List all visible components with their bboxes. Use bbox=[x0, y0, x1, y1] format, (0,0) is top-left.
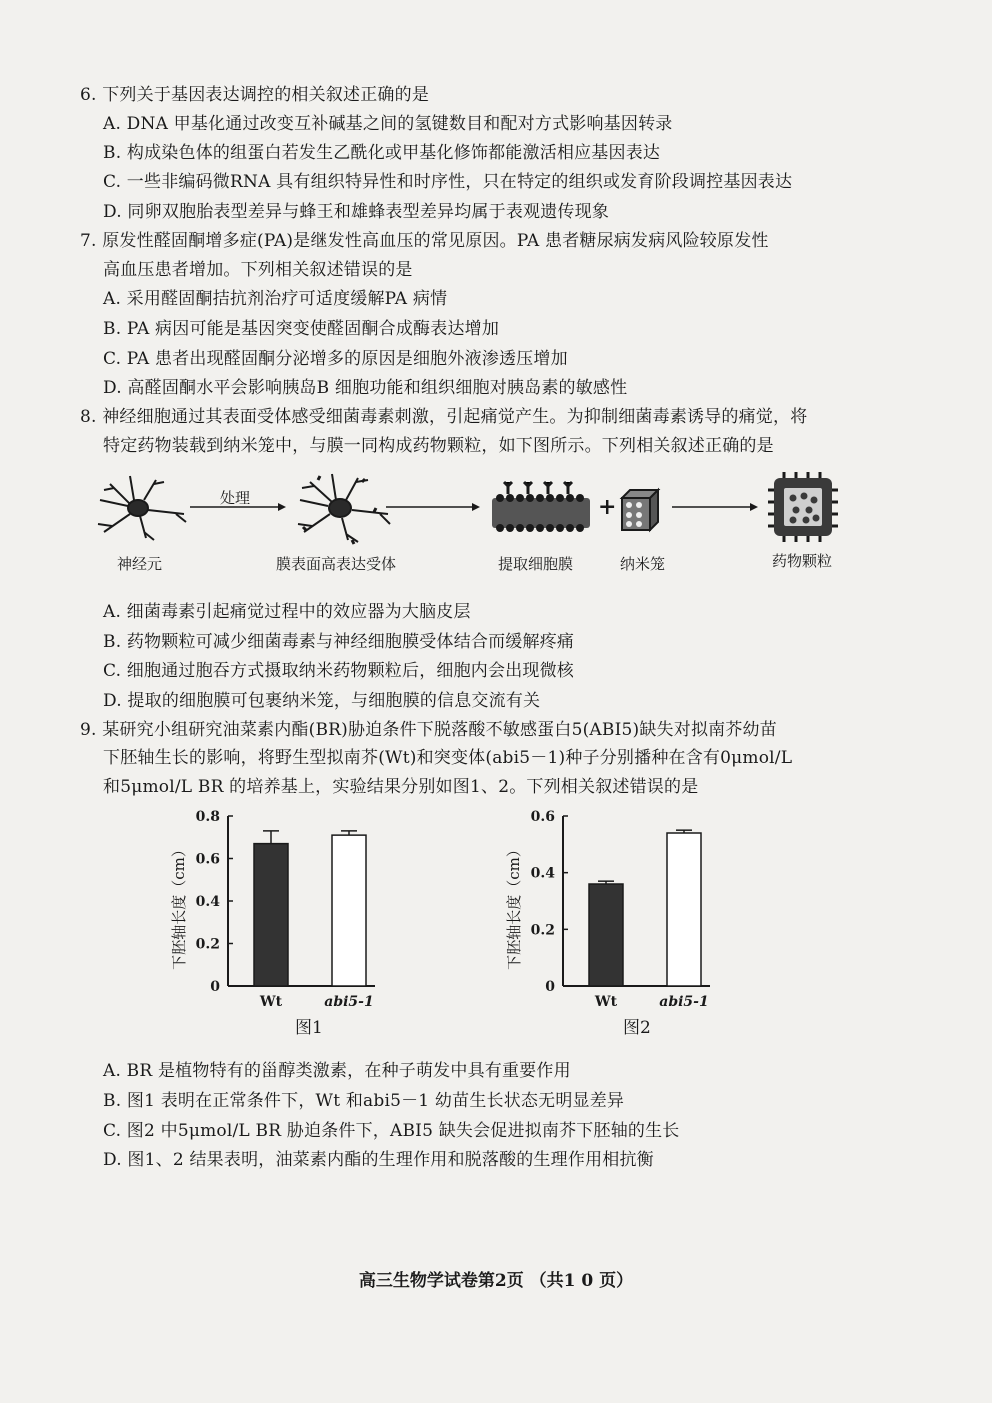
q7-option-d: D. 高醛固酮水平会影响胰岛B 细胞功能和组织细胞对胰岛素的敏感性 bbox=[103, 378, 628, 398]
x-tick-label: Wt bbox=[594, 994, 618, 1010]
y-tick-label: 0 bbox=[545, 979, 555, 995]
x-tick-label: abi5-1 bbox=[659, 994, 709, 1010]
q9-option-a: A. BR 是植物特有的甾醇类激素，在种子萌发中具有重要作用 bbox=[103, 1061, 571, 1081]
figure-2-caption: 图2 bbox=[623, 1018, 651, 1038]
neuron-icon bbox=[98, 476, 186, 540]
q7-stem-2: 高血压患者增加。下列相关叙述错误的是 bbox=[103, 260, 413, 280]
diagram-label-neuron: 神经元 bbox=[117, 555, 163, 573]
q8-option-b: B. 药物颗粒可减少细菌毒素与神经细胞膜受体结合而缓解疼痛 bbox=[103, 632, 575, 652]
diagram-process-label: 处理 bbox=[220, 489, 251, 507]
q9-stem-1: 9. 某研究小组研究油菜素内酯(BR)胁迫条件下脱落酸不敏感蛋白5(ABI5)缺失对拟南芥幼苗 bbox=[80, 720, 777, 740]
bar-abi5-1 bbox=[667, 833, 701, 986]
y-tick-label: 0.2 bbox=[195, 936, 220, 953]
q9-stem-2: 下胚轴生长的影响，将野生型拟南芥(Wt)和突变体(abi5－1)种子分别播种在含有0μmol/L bbox=[103, 748, 793, 768]
y-tick-label: 0.4 bbox=[195, 894, 220, 910]
y-axis-label: 下胚轴长度（cm） bbox=[505, 842, 523, 970]
q9-stem-3: 和5μmol/L BR 的培养基上，实验结果分别如图1、2。下列相关叙述错误的是 bbox=[103, 777, 699, 797]
drug-particle-icon bbox=[768, 472, 838, 542]
y-tick-label: 0.6 bbox=[195, 851, 220, 868]
q9-option-d: D. 图1、2 结果表明，油菜素内酯的生理作用和脱落酸的生理作用相抗衡 bbox=[103, 1150, 654, 1170]
y-tick-label: 0.2 bbox=[530, 922, 555, 939]
bar-wt bbox=[254, 844, 288, 986]
y-axis-label: 下胚轴长度（cm） bbox=[170, 842, 188, 970]
q8-stem-2: 特定药物装载到纳米笼中，与膜一同构成药物颗粒，如下图所示。下列相关叙述正确的是 bbox=[103, 436, 774, 456]
svg-text:+: + bbox=[598, 494, 617, 520]
nanocage-icon bbox=[622, 490, 658, 530]
q8-option-a: A. 细菌毒素引起痛觉过程中的效应器为大脑皮层 bbox=[103, 602, 471, 622]
q6-option-d: D. 同卵双胞胎表型差异与蜂王和雄蜂表型差异均属于表观遗传现象 bbox=[103, 202, 610, 222]
q8-option-d: D. 提取的细胞膜可包裹纳米笼，与细胞膜的信息交流有关 bbox=[103, 691, 541, 711]
q6-option-b: B. 构成染色体的组蛋白若发生乙酰化或甲基化修饰都能激活相应基因表达 bbox=[103, 143, 661, 163]
diagram-label-nanocage: 纳米笼 bbox=[620, 555, 666, 573]
q8-stem-1: 8. 神经细胞通过其表面受体感受细菌毒素刺激，引起痛觉产生。为抑制细菌毒素诱导的痛觉，将 bbox=[80, 407, 808, 427]
diagram-label-receptor: 膜表面高表达受体 bbox=[276, 555, 397, 573]
q6-stem: 6. 下列关于基因表达调控的相关叙述正确的是 bbox=[80, 85, 430, 105]
q7-option-c: C. PA 患者出现醛固酮分泌增多的原因是细胞外液渗透压增加 bbox=[103, 349, 568, 369]
y-tick-label: 0.4 bbox=[530, 865, 555, 882]
q7-option-a: A. 采用醛固酮拮抗剂治疗可适度缓解PA 病情 bbox=[103, 289, 448, 309]
q6-option-a: A. DNA 甲基化通过改变互补碱基之间的氢键数目和配对方式影响基因转录 bbox=[103, 114, 673, 134]
bar-wt bbox=[589, 884, 623, 986]
y-tick-label: 0.8 bbox=[195, 809, 220, 825]
page-footer: 高三生物学试卷第2页 （共1 0 页） bbox=[358, 1271, 634, 1291]
q9-option-c: C. 图2 中5μmol/L BR 胁迫条件下，ABI5 缺失会促进拟南芥下胚轴的生长 bbox=[103, 1121, 680, 1141]
x-tick-label: Wt bbox=[259, 994, 283, 1010]
y-tick-label: 0 bbox=[210, 979, 220, 995]
receptor-neuron-icon bbox=[298, 474, 390, 544]
figure-1-bar-chart bbox=[170, 806, 390, 1021]
q7-option-b: B. PA 病因可能是基因突变使醛固酮合成酶表达增加 bbox=[103, 319, 500, 339]
diagram-label-particle: 药物颗粒 bbox=[772, 552, 833, 570]
figure-1-caption: 图1 bbox=[295, 1018, 323, 1038]
q8-process-diagram bbox=[90, 470, 870, 550]
q9-option-b: B. 图1 表明在正常条件下，Wt 和abi5－1 幼苗生长状态无明显差异 bbox=[103, 1091, 625, 1111]
x-tick-label: abi5-1 bbox=[324, 994, 374, 1010]
q8-option-c: C. 细胞通过胞吞方式摄取纳米药物颗粒后，细胞内会出现微核 bbox=[103, 661, 575, 681]
q7-stem-1: 7. 原发性醛固酮增多症(PA)是继发性高血压的常见原因。PA 患者糖尿病发病风险较原发性 bbox=[80, 231, 769, 251]
diagram-label-membrane: 提取细胞膜 bbox=[498, 555, 574, 573]
cell-membrane-icon bbox=[492, 482, 590, 532]
figure-2-bar-chart bbox=[505, 806, 725, 1021]
bar-abi5-1 bbox=[332, 835, 366, 986]
q6-option-c: C. 一些非编码微RNA 具有组织特异性和时序性，只在特定的组织或发育阶段调控基因表达 bbox=[103, 172, 793, 192]
y-tick-label: 0.6 bbox=[530, 809, 555, 825]
